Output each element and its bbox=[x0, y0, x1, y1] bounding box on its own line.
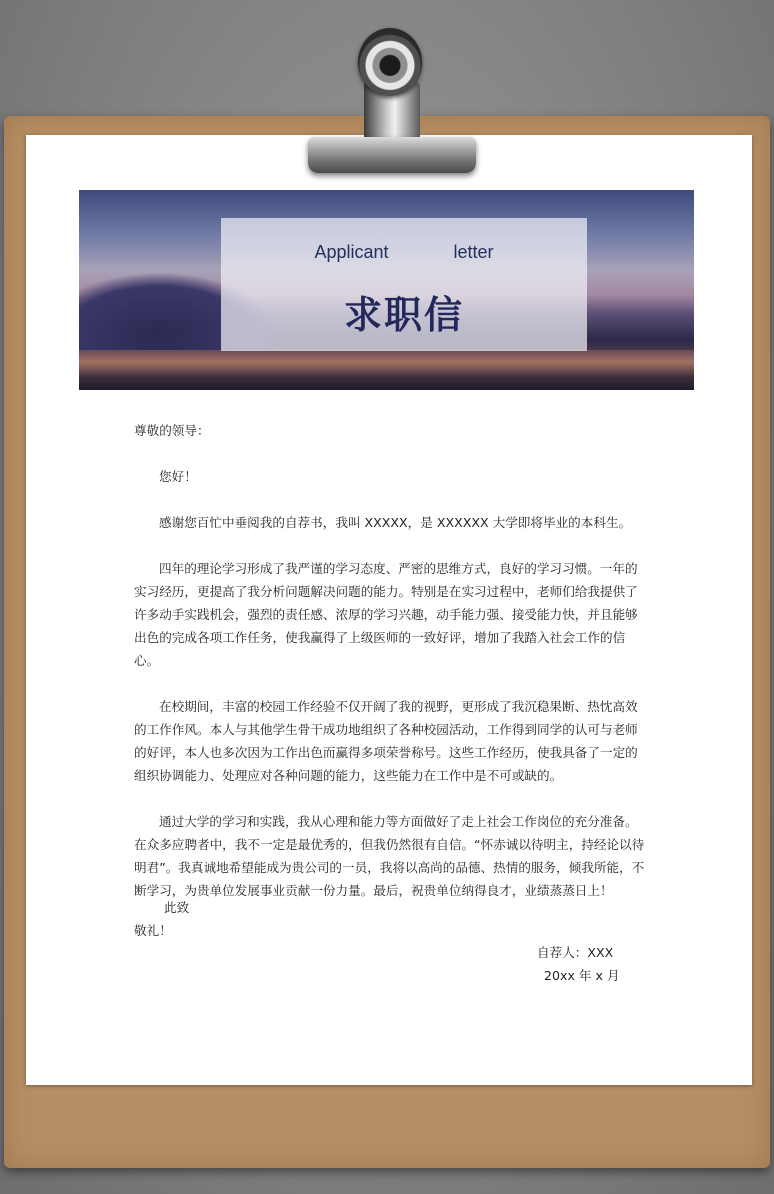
banner-subtitle: Applicant letter bbox=[314, 242, 494, 262]
banner-title: 求职信 bbox=[343, 293, 464, 337]
paragraph-3: 在校期间，丰富的校园工作经验不仅开阔了我的视野，更形成了我沉稳果断、热忱高效的工作作风。本人与其他学生骨干成功地组织了各种校园活动，工作得到同学的认可与老师的好评，本人也多次因为工作出色而赢得多项荣誉称号。这些工作经历，使我具备了一定的组织协调能力、处理应对各种问题的能力，这些能力在工作中是不可或缺的。 bbox=[134, 699, 638, 783]
title-box bbox=[221, 218, 587, 351]
salutation: 尊敬的领导： bbox=[134, 423, 210, 438]
header-banner bbox=[79, 190, 694, 390]
clip-ring bbox=[358, 28, 422, 96]
paragraph-4: 通过大学的学习和实践，我从心理和能力等方面做好了走上社会工作岗位的充分准备。在众多应聘者中，我不一定是最优秀的，但我仍然很有自信。“怀赤诚以待明主，持经论以待明君”。我真诚地希望能成为贵公司的一员，我将以高尚的品德、热情的服务，倾我所能，不断学习，为贵单位发展事业贡献一份力量。最后，祝贵单位纳得良才，业绩蒸蒸日上！ bbox=[134, 814, 645, 898]
paragraph-2: 四年的理论学习形成了我严谨的学习态度、严密的思维方式，良好的学习习惯。一年的实习经历，更提高了我分析问题解决问题的能力。特别是在实习过程中，老师们给我提供了许多动手实践机会，强烈的责任感、浓厚的学习兴趣，动手能力强、接受能力快，并且能够出色的完成各项工作任务，使我赢得了上级医师的一致好评，增加了我踏入社会工作的信心。 bbox=[134, 561, 638, 668]
signature: 自荐人：XXX bbox=[537, 945, 614, 960]
clip-base bbox=[308, 137, 476, 173]
banner-sea bbox=[79, 350, 694, 390]
date: 20xx 年 x 月 bbox=[544, 968, 620, 983]
closing-line-2: 敬礼！ bbox=[134, 923, 172, 938]
paragraph-1: 感谢您百忙中垂阅我的自荐书，我叫 XXXXX，是 XXXXXX 大学即将毕业的本科生。 bbox=[159, 515, 632, 530]
closing-line-1: 此致 bbox=[164, 900, 190, 915]
greeting: 您好！ bbox=[159, 469, 197, 484]
letter-body bbox=[134, 419, 646, 902]
